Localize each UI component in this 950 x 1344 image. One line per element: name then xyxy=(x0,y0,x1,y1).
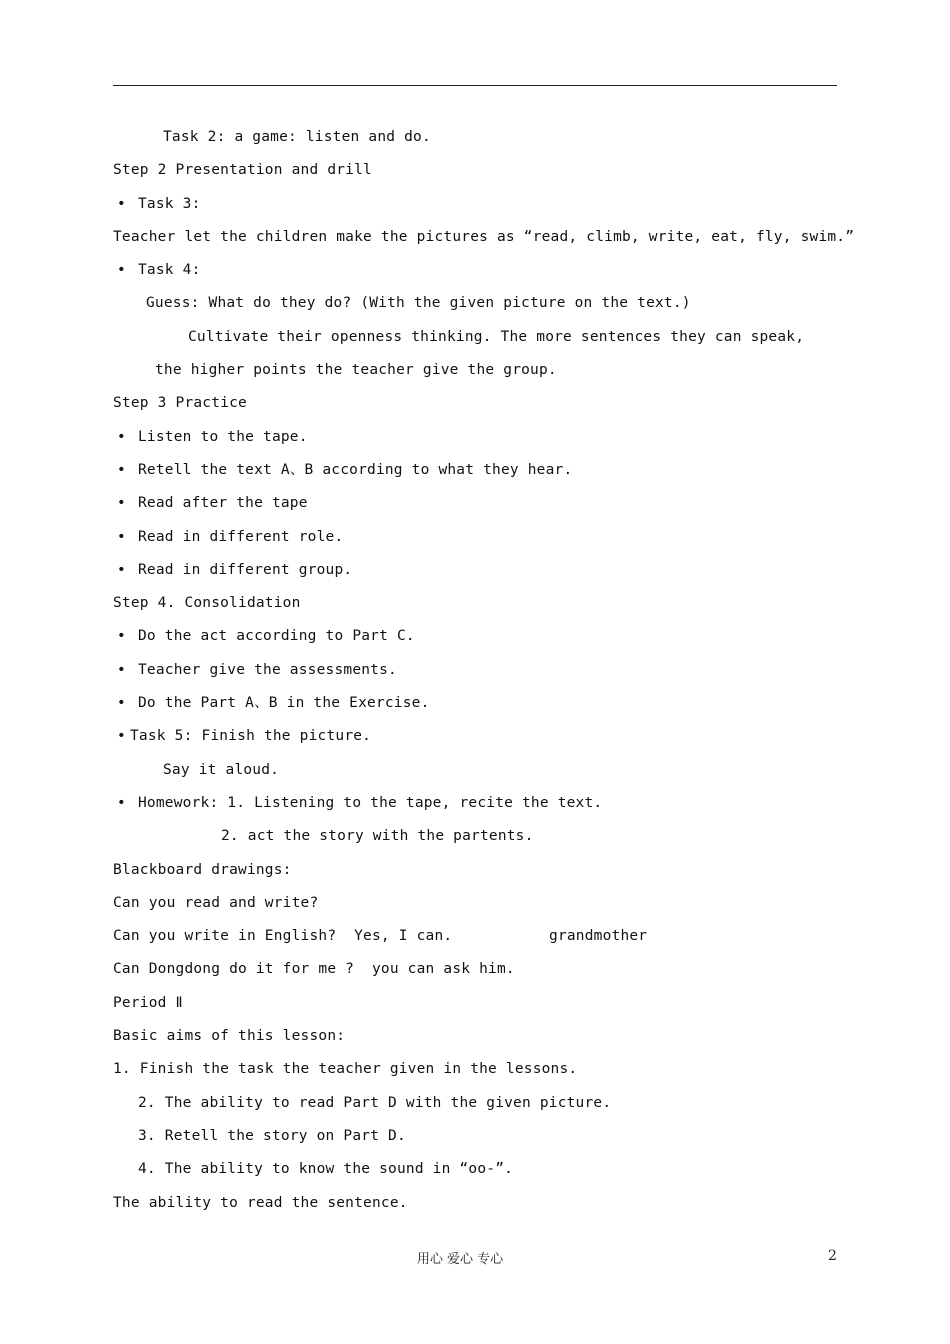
read-after-item xyxy=(113,490,837,523)
homework-line-2: 2. act the story with the partents. xyxy=(221,828,534,845)
task-3-label: Task 3: xyxy=(138,195,201,212)
bullet-icon: • xyxy=(117,495,126,512)
bullet-icon: • xyxy=(117,461,126,478)
say-aloud-line: Say it aloud. xyxy=(163,761,280,778)
blackboard-heading: Blackboard drawings: xyxy=(113,861,292,878)
do-part-text: Do the Part A、B in the Exercise. xyxy=(138,695,430,712)
task-5-text: Task 5: Finish the picture. xyxy=(130,728,372,745)
bullet-icon: • xyxy=(117,661,126,678)
task-5-item xyxy=(113,723,837,756)
aim-3-line: 3. Retell the story on Part D. xyxy=(138,1127,406,1144)
homework-item xyxy=(113,790,837,823)
cultivate-line: Cultivate their openness thinking. The more sentences they can speak, xyxy=(188,328,805,345)
header-rule xyxy=(113,85,837,86)
listen-tape-text: Listen to the tape. xyxy=(138,428,308,445)
can-write-english-text: Can you write in English? Yes, I can. xyxy=(113,928,453,945)
read-group-item xyxy=(113,557,837,590)
can-dongdong-line: Can Dongdong do it for me ? you can ask him. xyxy=(113,961,515,978)
step-3-heading: Step 3 Practice xyxy=(113,395,247,412)
read-group-text: Read in different group. xyxy=(138,561,353,578)
page-number: 2 xyxy=(828,1248,837,1264)
task-4-item xyxy=(113,257,837,290)
do-part-item xyxy=(113,690,837,723)
read-role-item xyxy=(113,524,837,557)
aim-2-line: 2. The ability to read Part D with the given picture. xyxy=(138,1094,612,1111)
bullet-icon: • xyxy=(117,195,126,212)
step-4-heading: Step 4. Consolidation xyxy=(113,595,301,612)
can-write-english-row xyxy=(113,923,837,956)
bullet-icon: • xyxy=(117,628,126,645)
read-after-text: Read after the tape xyxy=(138,495,308,512)
bullet-icon: • xyxy=(117,262,126,279)
footer-motto: 用心 爱心 专心 xyxy=(416,1252,504,1267)
teacher-give-text: Teacher give the assessments. xyxy=(138,661,397,678)
listen-tape-item xyxy=(113,424,837,457)
bullet-icon: • xyxy=(117,528,126,545)
task-4-label: Task 4: xyxy=(138,262,201,279)
retell-text-item xyxy=(113,457,837,490)
period-heading: Period Ⅱ xyxy=(113,994,183,1011)
aim-1-line: 1. Finish the task the teacher given in the lessons. xyxy=(113,1061,578,1078)
read-role-text: Read in different role. xyxy=(138,528,344,545)
bullet-icon: • xyxy=(117,695,126,712)
step-2-heading: Step 2 Presentation and drill xyxy=(113,162,372,179)
higher-points-line: the higher points the teacher give the group. xyxy=(155,362,557,379)
ability-sentence-line: The ability to read the sentence. xyxy=(113,1194,408,1211)
bullet-icon: • xyxy=(117,561,126,578)
teacher-let-line: Teacher let the children make the pictures as “read, climb, write, eat, fly, swim.” xyxy=(113,228,855,245)
can-read-write-line: Can you read and write? xyxy=(113,894,319,911)
bullet-icon: • xyxy=(117,428,126,445)
bullet-icon: • xyxy=(117,794,126,811)
task-2-line: Task 2: a game: listen and do. xyxy=(163,129,431,145)
basic-aims-heading: Basic aims of this lesson: xyxy=(113,1028,346,1045)
teacher-give-item xyxy=(113,657,837,690)
do-act-text: Do the act according to Part C. xyxy=(138,628,415,645)
do-act-item xyxy=(113,623,837,656)
guess-line: Guess: What do they do? (With the given picture on the text.) xyxy=(146,295,691,312)
task-3-item xyxy=(113,191,837,224)
homework-text: Homework: 1. Listening to the tape, recite the text. xyxy=(138,794,603,811)
document-body xyxy=(113,124,855,1223)
aim-4-line: 4. The ability to know the sound in “oo-”. xyxy=(138,1161,514,1178)
retell-text-text: Retell the text A、B according to what they hear. xyxy=(138,461,573,478)
grandmother-word: grandmother xyxy=(549,928,648,945)
bullet-icon: • xyxy=(117,728,126,745)
